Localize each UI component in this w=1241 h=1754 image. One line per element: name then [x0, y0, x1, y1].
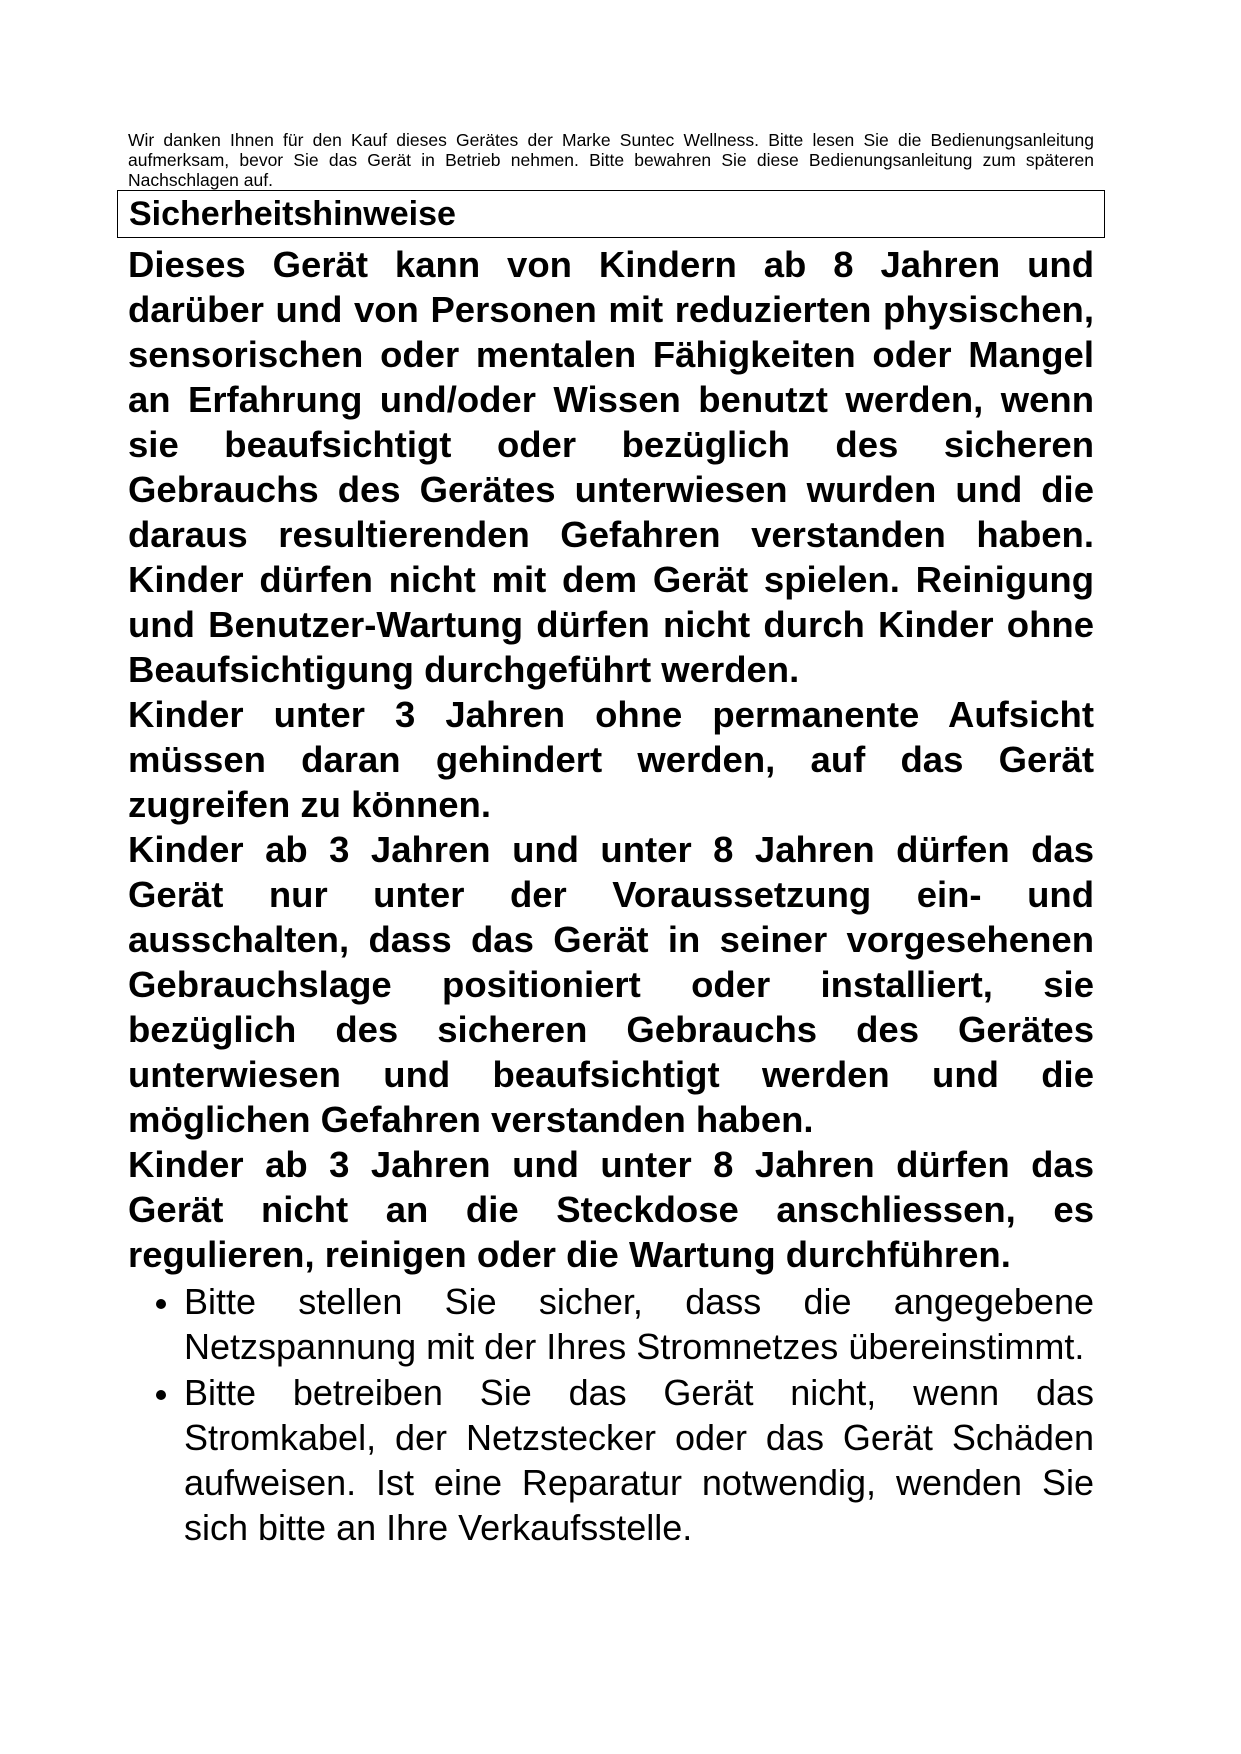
safety-bullet-list	[128, 1279, 1094, 1550]
warning-paragraph-1: Dieses Gerät kann von Kindern ab 8 Jahren und darüber und von Personen mit reduzierten physischen, sensorischen oder mentalen Fähigkeiten oder Mangel an Erfahrung und/oder Wissen benutzt werden, wenn sie beaufsichtigt oder bezüglich des sicheren Gebrauchs des Gerätes unterwiesen wurden und die daraus resultierenden Gefahren verstanden haben. Kinder dürfen nicht mit dem Gerät spielen. Reinigung und Benutzer-Wartung dürfen nicht durch Kinder ohne Beaufsichtigung durchgeführt werden.	[128, 244, 1094, 690]
section-title: Sicherheitshinweise	[129, 195, 456, 233]
warning-paragraph-4: Kinder ab 3 Jahren und unter 8 Jahren dürfen das Gerät nicht an die Steckdose anschliessen, es regulieren, reinigen oder die Wartung durchführen.	[128, 1144, 1094, 1275]
list-item	[128, 1279, 1094, 1369]
document-page	[128, 130, 1094, 1551]
intro-paragraph: Wir danken Ihnen für den Kauf dieses Gerätes der Marke Suntec Wellness. Bitte lesen Sie die Bedienungsanleitung aufmerksam, bevor Sie das Gerät in Betrieb nehmen. Bitte bewahren Sie diese Bedienungsanleitung zum späteren Nachschlagen auf.	[128, 130, 1094, 190]
warning-paragraph-2: Kinder unter 3 Jahren ohne permanente Aufsicht müssen daran gehindert werden, auf das Gerät zugreifen zu können.	[128, 694, 1094, 825]
warning-paragraph-3: Kinder ab 3 Jahren und unter 8 Jahren dürfen das Gerät nur unter der Voraussetzung ein- und ausschalten, dass das Gerät in seiner vorgesehenen Gebrauchslage positioniert oder installiert, sie bezüglich des sicheren Gebrauchs des Gerätes unterwiesen und beaufsichtigt werden und die möglichen Gefahren verstanden haben.	[128, 829, 1094, 1140]
bullet-icon	[156, 1299, 166, 1309]
bullet-text-2: Bitte betreiben Sie das Gerät nicht, wenn das Stromkabel, der Netzstecker oder das Gerät Schäden aufweisen. Ist eine Reparatur notwendig, wenden Sie sich bitte an Ihre Verkaufsstelle.	[184, 1372, 1094, 1548]
section-header-box	[117, 190, 1105, 238]
list-item	[128, 1370, 1094, 1550]
bullet-icon	[156, 1390, 166, 1400]
bullet-text-1: Bitte stellen Sie sicher, dass die angegebene Netzspannung mit der Ihres Stromnetzes übereinstimmt.	[184, 1281, 1094, 1367]
